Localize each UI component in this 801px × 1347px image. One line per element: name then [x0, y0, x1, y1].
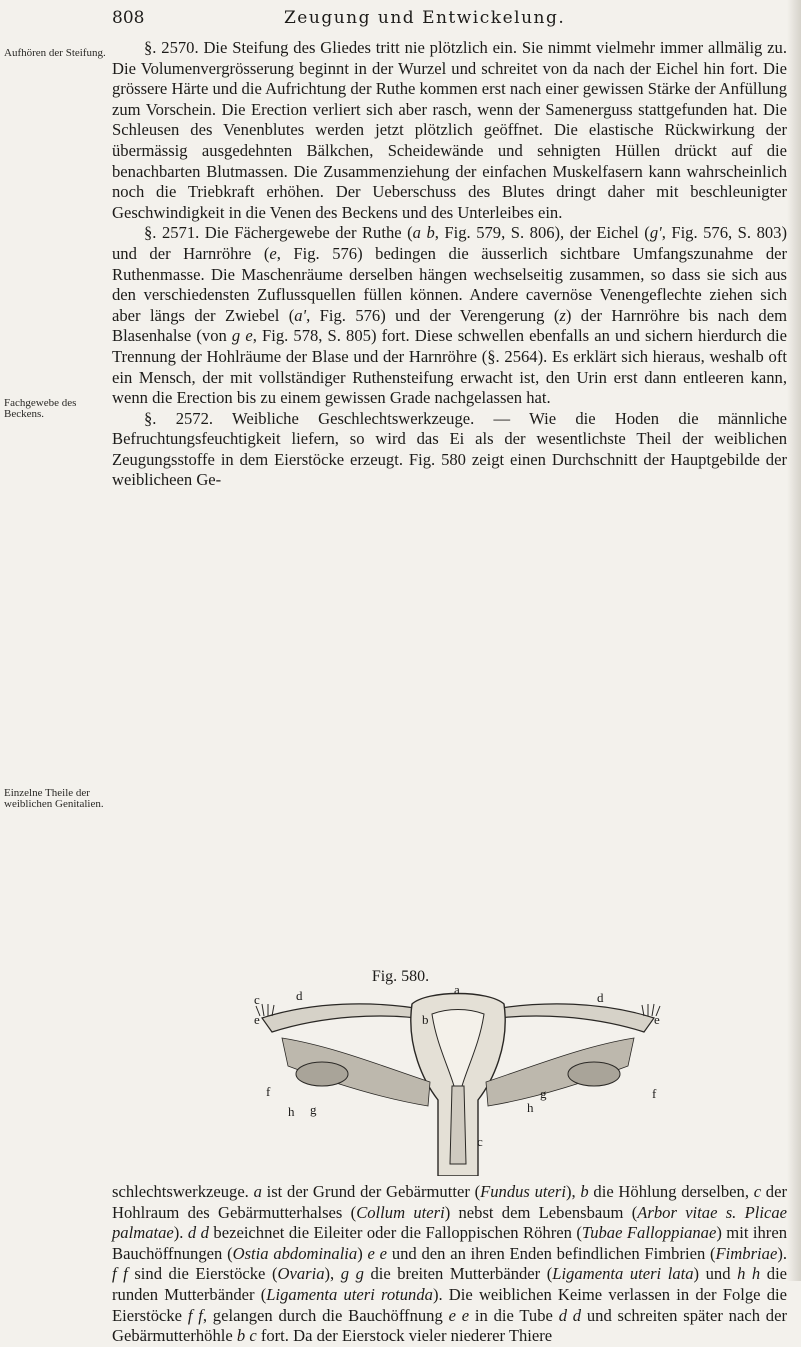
label-d-left: d: [296, 988, 303, 1003]
paragraph-2572: §. 2572. Weibliche Geschlechtswerkzeuge. — Wie die Hoden die männliche Befruchtungsfeuchtigkeit liefern, so wird das Ei als der wesentlichste Theil der weiblichen Zeugungsstoffe in dem Eierstöcke erzeugt. Fig. 580 zeigt einen Durchschnitt der Hauptgebilde der weiblicheen Ge-: [112, 408, 787, 490]
label-g-right: g: [540, 1086, 547, 1101]
body-text-bottom: [112, 1182, 787, 1347]
paragraph-2570: §. 2570. Die Steifung des Gliedes tritt nie plötzlich ein. Sie nimmt vielmehr immer allmälig zu. Die Volumenvergrösserung beginnt in der Wurzel und schreitet von da nach der Eichel hin fort. Die grössere Härte und die Aufrichtung der Ruthe kommen erst nach einer gewissen Stärke der Anfüllung zum Vorschein. Die Erection verliert sich aber rasch, wenn der Samenerguss stattgefunden hat. Die Schleusen des Venenblutes werden jetzt plötzlich geöffnet. Die elastische Rückwirkung der übermässig ausgedehnten Bälkchen, Scheidewände und sehnigten Hüllen drückt auf die benachbarten Blutmassen. Die Zusammenziehung der einfachen Muskelfasern kann wahrscheinlich noch die Triebkraft erhöhen. Der Ueberschuss des Blutes dringt daher mit beschleunigter Geschwindigkeit in die Venen des Beckens und des Unterleibes ein.: [112, 38, 787, 222]
label-f-right: f: [652, 1086, 657, 1101]
figure-caption-label: Fig. 580.: [371, 968, 430, 985]
label-h-right: h: [527, 1100, 534, 1115]
page-number: 808: [112, 8, 145, 28]
paragraph-2571: §. 2571. Die Fächergewebe der Ruthe (a b, Fig. 579, S. 806), der Eichel (g', Fig. 576, S. 803) und der Harnröhre (e, Fig. 576) bedingen die äusserlich sichtbare Umfangszunahme der Ruthenmasse. Die Maschenräume derselben hängen wechselseitig zusammen, so dass sie sich aus den verschiedensten Zuflussquellen füllen können. Andere cavernöse Venengeflechte ziehen sich aber längs der Zwiebel (a', Fig. 576) und der Verengerung (z) der Harnröhre bis nach dem Blasenhalse (von g e, Fig. 578, S. 805) fort. Diese schwellen ebenfalls an und sichern hierdurch die Trennung der Hohlräume der Blase und der Harnröhre (§. 2564). Es erklärt sich hieraus, weshalb oft ein Mensch, der mit vollständiger Ruthensteifung erwacht ist, den Urin erst dann entleeren kann, wenn die Erection bis zu einem gewissen Grade nachgelassen hat.: [112, 223, 788, 408]
label-e-left: e: [254, 1012, 260, 1027]
label-a: a: [454, 986, 460, 997]
label-c-left: c: [254, 992, 260, 1007]
label-h-left: h: [288, 1104, 295, 1119]
left-tube-outline: [262, 1004, 432, 1032]
paragraph-figure-explanation: schlechtswerkzeuge. a ist der Grund der Gebärmutter (Fundus uteri), b die Höhlung derselben, c der Hohlraum des Gebärmutterhalses (Collum uteri) nebst dem Lebensbaum (Arbor vitae s. Plicae palmatae). d d bezeichnet die Eileiter oder die Falloppischen Röhren (Tubae Falloppianae) mit ihren Bauchöffnungen (Ostia abdominalia) e e und den an ihren Enden befindlichen Fimbrien (Fimbriae). f f sind die Eierstöcke (Ovaria), g g die breiten Mutterbänder (Ligamenta uteri lata) und h h die runden Mutterbänder (Ligamenta uteri rotunda). Die weiblichen Keime verlassen in der Folge die Eierstöcke f f, gelangen durch die Bauchöffnung e e in die Tube d d und schreiten später nach der Gebärmutterhöhle b c fort. Da der Eierstock vieler niederer Thiere: [112, 1182, 788, 1346]
right-ovary: [568, 1062, 620, 1086]
label-b: b: [422, 1012, 429, 1027]
page-edge-shadow: [787, 0, 801, 1281]
left-ovary: [296, 1062, 348, 1086]
running-header: [0, 6, 801, 30]
uterus-illustration: [252, 986, 664, 1176]
label-c-right: c: [477, 1134, 483, 1149]
margin-note-aufhoeren: Aufhören der Steifung.: [4, 47, 106, 59]
cervical-canal: [450, 1086, 466, 1164]
label-g-left: g: [310, 1102, 317, 1117]
running-title: Zeugung und Entwickelung.: [284, 8, 566, 28]
margin-note-einzelne-theile: Einzelne Theile der weiblichen Genitalien.: [4, 787, 104, 810]
right-tube-outline: [484, 1004, 654, 1032]
uterus-figure: [252, 986, 664, 1176]
label-e-right: e: [654, 1012, 660, 1027]
label-d-right: d: [597, 990, 604, 1005]
body-text-top: [112, 38, 787, 491]
margin-note-fachgewebe: Fachgewebe des Beckens.: [4, 397, 77, 420]
label-f-left: f: [266, 1084, 271, 1099]
